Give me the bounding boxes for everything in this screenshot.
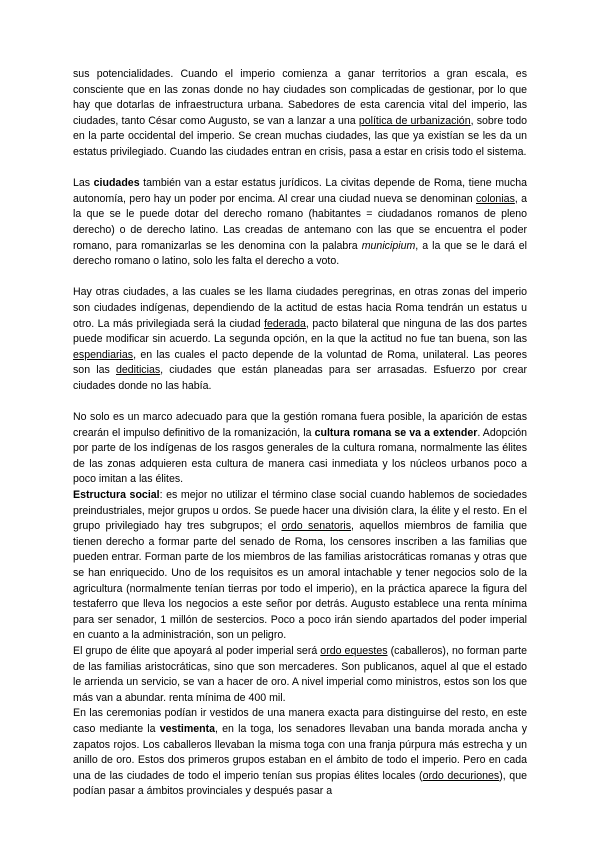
- term-vestimenta: vestimenta: [159, 722, 216, 735]
- paragraph-estructura-social: Estructura social: es mejor no utilizar el término clase social cuando hablemos de sociedades preindustriales, mejor grupos u ordos. Se puede hacer una división clara, la élite y el resto. En el grupo privilegiado hay tres subgrupos; el ordo senatoris, aquellos miembros de familia que tienen derecho a formar parte del senado de Roma, los censores inscriben a las familias que pueden entrar. Forman parte de los miembros de las familias aristocráticas romanas y otras que se han enriquecido. Uno de los requisitos es un amoral intachable y tener negocios solo de la agricultura (normalmente tenían tierras por todo el imperio), en la práctica aparece la figura del testaferro que lleva los negocios a este señor por detrás. Augusto establece una renta mínima para ser senador, 1 millón de sestercios. Poco a poco irán siendo apartados del poder imperial en cuanto a la administración, son un peligro.: [73, 489, 527, 642]
- paragraph-vestimenta: En las ceremonias podían ir vestidos de una manera exacta para distinguirse del resto, en este caso mediante la vestimenta, en la toga, los senadores llevaban una banda morada ancha y zapatos rojos. Los caballeros llevaban la misma toga con una franja púrpura más estrecha y un anillo de oro. Estos dos primeros grupos estaban en el ámbito de todo el imperio. Pero en cada una de las ciudades de todo el imperio tenían sus propias élites locales (ordo decuriones), que podían pasar a ámbitos provinciales y después pasar a: [73, 707, 527, 798]
- term-ciudades: ciudades: [93, 177, 140, 190]
- term-dediticias: dediticias: [115, 364, 161, 377]
- paragraph-romanizacion: No solo es un marco adecuado para que la gestión romana fuera posible, la aparición de estas crearán el impulso definitivo de la romanización, la cultura romana se va a extender. Adopción por parte de los indígenas de los rasgos generales de la cultura romana, normalmente las élites de las zonas adquieren esta cultura de manera casi inmediata y los núcleos urbanos poco a poco imitan a las élites.: [73, 411, 527, 486]
- paragraph-urbanization: sus potencialidades. Cuando el imperio comienza a ganar territorios a gran escala, es consciente que en las zonas donde no hay ciudades son complicadas de gestionar, por lo que hay que dotarlas de infraestructura urbana. Sabedores de esta carencia vital del imperio, las ciudades, tanto César como Augusto, se van a lanzar a una política de urbanización, sobre todo en la parte occidental del imperio. Se crean muchas ciudades, las que ya existían se les da un estatus privilegiado. Cuando las ciudades entran en crisis, pasa a estar en crisis todo el sistema.: [73, 68, 528, 158]
- paragraph-ciudades: Las ciudades también van a estar estatus jurídicos. La civitas depende de Roma, tiene mucha autonomía, pero hay un poder por encima. Al crear una ciudad nueva se denominan colonias, a la que se le puede dotar del derecho romano (habitantes = ciudadanos romanos de pleno derecho) o de derecho latino. Las creadas de antemano con las que se encuentra el poder romano, para romanizarlas se les denomina con la palabra municipium, a la que se le dará el derecho romano o latino, solo les falta el derecho a voto.: [73, 177, 528, 268]
- paragraph-gap: [73, 161, 527, 177]
- term-municipium: municipium: [361, 239, 416, 252]
- paragraph-gap: [73, 270, 527, 286]
- term-colonias: colonias: [476, 192, 515, 205]
- term-estructura-social: Estructura social: [73, 489, 160, 502]
- term-espendiarias: espendiarias: [73, 348, 134, 361]
- term-ordo-senatoris: ordo senatoris: [281, 520, 352, 533]
- paragraph-gap: [73, 394, 527, 410]
- paragraph-ciudades-peregrinas: Hay otras ciudades, a las cuales se les llama ciudades peregrinas, en otras zonas del imperio son ciudades indígenas, dependiendo de la actitud de estas hacia Roma tendrán un estatus u otro. La más privilegiada será la ciudad federada, pacto bilateral que ninguna de las dos partes puede modificar sin acuerdo. La segunda opción, en la que la actitud no fue tan buena, son las espendiarias, en las cuales el pacto depende de la voluntad de Roma, unilateral. Las peores son las dediticias, ciudades que están planeadas para ser arrasadas. Esfuerzo por crear ciudades donde no las había.: [73, 286, 527, 392]
- term-ordo-equestes: ordo equestes: [320, 644, 388, 657]
- term-cultura-romana: cultura romana se va a extender: [314, 426, 478, 439]
- term-federada: federada: [264, 317, 306, 330]
- term-politica-urbanizacion: política de urbanización: [358, 114, 471, 127]
- term-ordo-decuriones: ordo decuriones: [422, 769, 500, 782]
- paragraph-ordo-equestes: El grupo de élite que apoyará al poder imperial será ordo equestes (caballeros), no forman parte de las familias aristocráticas, sino que son mercaderes. Son publicanos, aquel al que el estado le arrienda un servicio, se van a hacer de oro. A nivel imperial como ministros, estos son los que más van a abundar. renta mínima de 400 mil.: [73, 644, 527, 704]
